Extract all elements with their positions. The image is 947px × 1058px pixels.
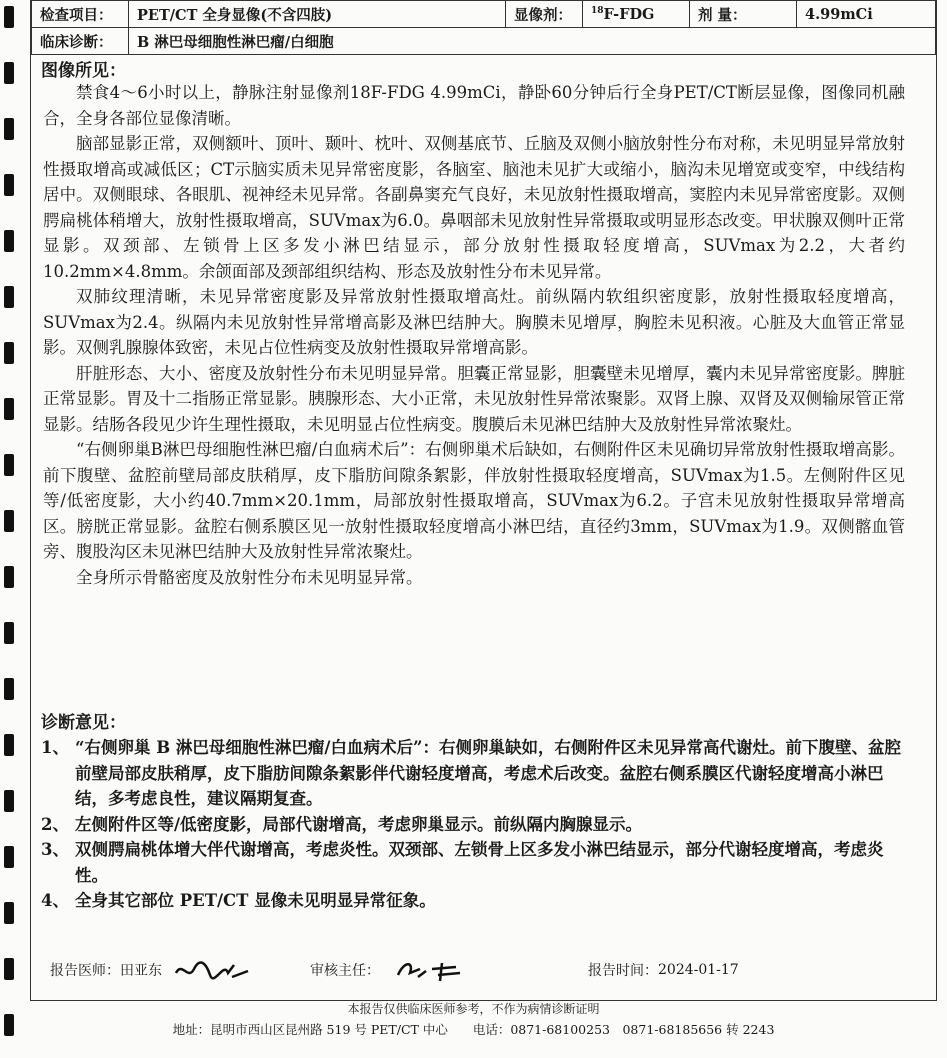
diagnosis-item xyxy=(41,735,911,812)
diagnosis-number: 3、 xyxy=(41,840,69,859)
diagnosis-item xyxy=(41,812,911,838)
diagnosis-list xyxy=(41,735,911,914)
doctor-label: 报告医师： xyxy=(50,963,120,979)
diagnosis-number: 4、 xyxy=(41,891,69,910)
findings-title: 图像所见： xyxy=(41,61,126,81)
exam-item-value: PET/CT 全身显像(不含四肢) xyxy=(129,1,506,28)
report-sheet xyxy=(30,0,937,1001)
diagnosis-text: 全身其它部位 PET/CT 显像未见明显异常征象。 xyxy=(75,891,436,910)
reviewer-signature xyxy=(390,955,480,985)
exam-item-label: 检查项目： xyxy=(32,1,129,28)
dose-value: 4.99mCi xyxy=(797,1,936,28)
doctor-name: 田亚东 xyxy=(120,963,162,979)
reviewer-label: 审核主任： xyxy=(310,963,380,979)
findings-paragraph: 肝脏形态、大小、密度及放射性分布未见明显异常。胆囊正常显影，胆囊壁未见增厚，囊内未见异常密度影。脾脏正常显影。胃及十二指肠正常显影。胰腺形态、大小正常，未见放射性异常浓聚影。双肾上腺、双肾及双侧输尿管正常显影。结肠各段见少许生理性摄取，未见明显占位性病变。腹膜后未见淋巴结肿大及放射性异常浓聚灶。 xyxy=(43,363,905,434)
signature-row xyxy=(50,955,890,985)
report-time-label: 报告时间： xyxy=(588,963,658,979)
diagnosis-text: 双侧腭扁桃体增大伴代谢增高，考虑炎性。双颈部、左锁骨上区多发小淋巴结显示，部分代谢轻度增高，考虑炎性。 xyxy=(75,840,884,885)
diagnosis-number: 1、 xyxy=(41,738,69,757)
findings-paragraph: 双肺纹理清晰，未见异常密度影及异常放射性摄取增高灶。前纵隔内软组织密度影，放射性摄取轻度增高，SUVmax为2.4。纵隔内未见放射性异常增高影及淋巴结肿大。胸膜未见增厚，胸腔未见积液。心脏及大血管正常显影。双侧乳腺腺体致密，未见占位性病变及放射性摄取异常增高影。 xyxy=(43,287,905,357)
agent-value: $^{18}$F-FDG xyxy=(583,1,690,28)
agent-label: 显像剂： xyxy=(506,1,583,28)
diagnosis-number: 2、 xyxy=(41,814,69,834)
findings-paragraph: 全身所示骨骼密度及放射性分布未见明显异常。 xyxy=(76,567,423,587)
findings-paragraph: 脑部显影正常，双侧额叶、顶叶、颞叶、枕叶、双侧基底节、丘脑及双侧小脑放射性分布对称，未见明显异常放射性摄取增高或减低区；CT示脑实质未见异常密度影，各脑室、脑池未见扩大或缩小，脑沟未见增宽或变窄，中线结构居中。双侧眼球、各眼肌、视神经未见异常。各副鼻窦充气良好，未见放射性摄取增高，窦腔内未见异常密度影。双侧腭扁桃体稍增大，放射性摄取增高，SUVmax为6.0。鼻咽部未见放射性异常摄取或明显形态改变。甲状腺双侧叶正常显影。双颈部、左锁骨上区多发小淋巴结显示，部分放射性摄取轻度增高，SUVmax为2.2，大者约10.2mm×4.8mm。余颌面部及颈部组织结构、形态及放射性分布未见异常。 xyxy=(43,134,905,281)
dose-label: 剂 量： xyxy=(690,1,797,28)
clinical-diagnosis-value: B 淋巴母细胞性淋巴瘤/白细胞 xyxy=(129,28,936,55)
findings-paragraph: “右侧卵巢B淋巴母细胞性淋巴瘤/白血病术后”：右侧卵巢术后缺如，右侧附件区未见确切异常放射性摄取增高影。前下腹壁、盆腔前壁局部皮肤稍厚，皮下脂肪间隙条絮影，伴放射性摄取轻度增高，SUVmax为1.5。左侧附件区见等/低密度影，大小约40.7mm×20.1mm，局部放射性摄取增高，SUVmax为6.2。子宫未见放射性摄取异常增高区。膀胱正常显影。盆腔右侧系膜区见一放射性摄取轻度增高小淋巴结，直径约3mm，SUVmax为1.9。双侧髂血管旁、腹股沟区未见淋巴结肿大及放射性异常浓聚灶。 xyxy=(43,440,905,561)
disclaimer-notice: 本报告仅供临床医师参考，不作为病情诊断证明 xyxy=(347,1002,600,1016)
report-header-table xyxy=(31,0,936,55)
clinical-diagnosis-label: 临床诊断： xyxy=(32,28,129,55)
findings-body xyxy=(43,80,905,590)
diagnosis-text: “右侧卵巢 B 淋巴母细胞性淋巴瘤/白血病术后”：右侧卵巢缺如，右侧附件区未见异常高代谢灶。前下腹壁、盆腔前壁局部皮肤稍厚，皮下脂肪间隙条絮影伴代谢轻度增高，考虑术后改变。盆腔右侧系膜区代谢轻度增高小淋巴结，多考虑良性，建议隔期复查。 xyxy=(75,738,901,808)
report-time-value: 2024-01-17 xyxy=(658,962,739,978)
findings-paragraph: 禁食4～6小时以上，静脉注射显像剂18F-FDG 4.99mCi，静卧60分钟后行全身PET/CT断层显像，图像同机融合，全身各部位显像清晰。 xyxy=(43,83,905,128)
diagnosis-item xyxy=(41,837,911,888)
binder-holes xyxy=(0,0,22,1058)
doctor-signature xyxy=(172,955,252,985)
diagnosis-item xyxy=(41,888,911,914)
diagnosis-text: 左侧附件区等/低密度影，局部代谢增高，考虑卵巢显示。前纵隔内胸腺显示。 xyxy=(75,814,643,834)
contact-address: 地址：昆明市西山区昆州路 519 号 PET/CT 中心 电话：0871-68100253 0871-68185656 转 2243 xyxy=(172,1022,775,1037)
diagnosis-title: 诊断意见： xyxy=(41,713,126,733)
